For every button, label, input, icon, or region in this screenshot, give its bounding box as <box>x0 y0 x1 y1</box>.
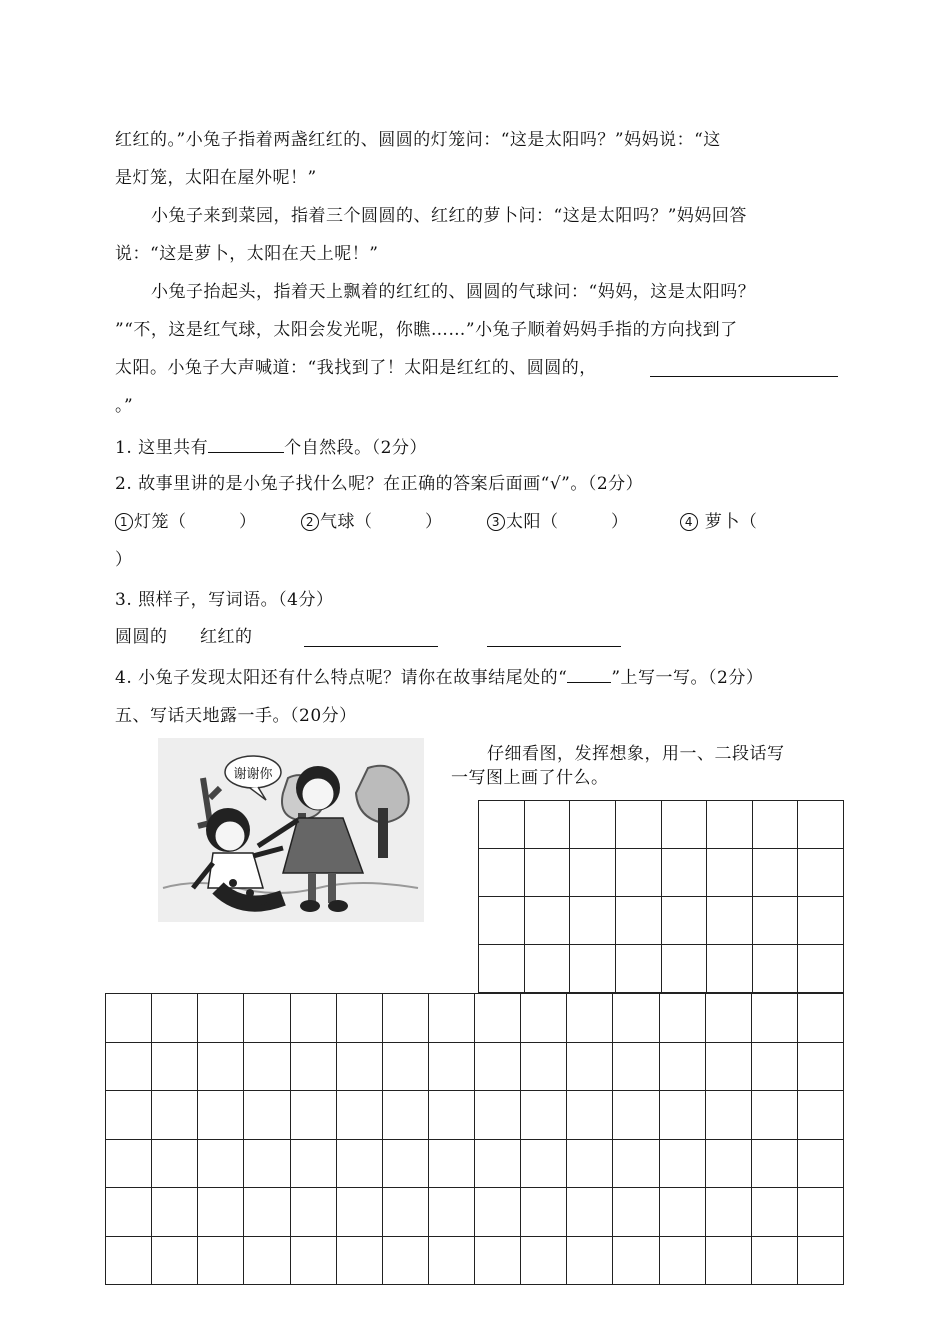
passage-line-7-text: 太阳。小兔子大声喊道：“我找到了！太阳是红红的、圆圆的， <box>115 358 597 378</box>
writing-grid-upper[interactable] <box>478 800 844 993</box>
q3-example-2: 红红的 <box>200 627 253 647</box>
writing-instruction-line-2: 一写图上画了什么。 <box>451 768 609 788</box>
grid-cell[interactable] <box>798 849 844 897</box>
grid-cell[interactable] <box>613 1091 659 1140</box>
grid-cell[interactable] <box>475 1042 521 1091</box>
option-1[interactable] <box>115 510 257 534</box>
grid-cell[interactable] <box>705 1188 751 1237</box>
grid-cell[interactable] <box>524 897 570 945</box>
grid-cell[interactable] <box>659 1236 705 1285</box>
grid-cell[interactable] <box>615 897 661 945</box>
grid-cell[interactable] <box>524 801 570 849</box>
grid-cell[interactable] <box>615 801 661 849</box>
grid-cell[interactable] <box>705 1139 751 1188</box>
grid-cell[interactable] <box>798 801 844 849</box>
grid-cell[interactable] <box>428 994 474 1043</box>
grid-cell[interactable] <box>661 849 707 897</box>
q3-example-1: 圆圆的 <box>115 627 168 647</box>
option-2-label: 气球（ ） <box>320 512 443 532</box>
grid-cell[interactable] <box>479 849 525 897</box>
grid-cell[interactable] <box>615 945 661 993</box>
grid-cell[interactable] <box>290 1188 336 1237</box>
question-4-text: 4. 小兔子发现太阳还有什么特点呢？请你在故事结尾处的“ <box>115 668 568 688</box>
grid-cell[interactable] <box>198 994 244 1043</box>
grid-row <box>106 1188 844 1237</box>
grid-cell[interactable] <box>798 945 844 993</box>
grid-cell[interactable] <box>613 1139 659 1188</box>
option-1-label: 灯笼（ ） <box>134 512 257 532</box>
illustration-drawing <box>158 738 424 922</box>
grid-cell[interactable] <box>382 1236 428 1285</box>
grid-cell[interactable] <box>336 1188 382 1237</box>
grid-cell[interactable] <box>613 1042 659 1091</box>
grid-cell[interactable] <box>705 1042 751 1091</box>
grid-cell[interactable] <box>707 945 753 993</box>
grid-cell[interactable] <box>570 801 616 849</box>
section-5-title: 五、写话天地露一手。（20分） <box>115 706 357 726</box>
writing-grid-lower[interactable] <box>105 993 844 1285</box>
grid-cell[interactable] <box>797 1236 843 1285</box>
grid-cell[interactable] <box>524 945 570 993</box>
grid-cell[interactable] <box>198 1139 244 1188</box>
grid-cell[interactable] <box>290 1139 336 1188</box>
grid-cell[interactable] <box>382 1091 428 1140</box>
grid-cell[interactable] <box>198 1091 244 1140</box>
grid-cell[interactable] <box>797 1091 843 1140</box>
option-4-label: 萝卜（ <box>704 512 758 532</box>
grid-row <box>106 1042 844 1091</box>
option-3-number: 3 <box>487 513 505 531</box>
two-girls-illustration <box>158 738 424 922</box>
speech-bubble-text: 谢谢你 <box>233 767 273 782</box>
grid-cell[interactable] <box>567 1139 613 1188</box>
grid-cell[interactable] <box>336 1042 382 1091</box>
grid-cell[interactable] <box>336 994 382 1043</box>
grid-cell[interactable] <box>198 1236 244 1285</box>
grid-cell[interactable] <box>475 1139 521 1188</box>
question-1-suffix: 个自然段。（2分） <box>284 438 427 458</box>
grid-cell[interactable] <box>290 1091 336 1140</box>
grid-cell[interactable] <box>428 1188 474 1237</box>
grid-cell[interactable] <box>661 897 707 945</box>
grid-cell[interactable] <box>428 1042 474 1091</box>
option-4-wrap: ） <box>115 550 133 570</box>
grid-cell[interactable] <box>244 994 290 1043</box>
grid-cell[interactable] <box>752 801 798 849</box>
option-4-number: 4 <box>680 513 698 531</box>
q3-answer-blank-1[interactable] <box>304 628 438 647</box>
question-1-text: 1. 这里共有 <box>115 438 209 458</box>
passage-line-6: ”“不，这是红气球，太阳会发光呢，你瞧……”小兔子顺着妈妈手指的方向找到了 <box>115 320 738 340</box>
grid-cell[interactable] <box>521 1042 567 1091</box>
grid-row <box>106 1139 844 1188</box>
grid-cell[interactable] <box>244 1091 290 1140</box>
passage-line-4: 说：“这是萝卜，太阳在天上呢！” <box>115 244 379 264</box>
grid-cell[interactable] <box>797 994 843 1043</box>
grid-cell[interactable] <box>707 801 753 849</box>
grid-cell[interactable] <box>567 1188 613 1237</box>
grid-cell[interactable] <box>428 1236 474 1285</box>
grid-cell[interactable] <box>613 994 659 1043</box>
grid-cell[interactable] <box>382 1042 428 1091</box>
grid-row <box>106 1091 844 1140</box>
grid-row <box>106 1236 844 1285</box>
grid-row <box>106 994 844 1043</box>
grid-cell[interactable] <box>751 1042 797 1091</box>
grid-cell[interactable] <box>428 1139 474 1188</box>
grid-cell[interactable] <box>244 1042 290 1091</box>
grid-cell[interactable] <box>106 1236 152 1285</box>
grid-cell[interactable] <box>198 1188 244 1237</box>
grid-cell[interactable] <box>659 1139 705 1188</box>
grid-cell[interactable] <box>106 1091 152 1140</box>
grid-cell[interactable] <box>290 1236 336 1285</box>
grid-cell[interactable] <box>659 1042 705 1091</box>
grid-cell[interactable] <box>705 994 751 1043</box>
grid-cell[interactable] <box>336 1236 382 1285</box>
grid-cell[interactable] <box>152 1091 198 1140</box>
option-3-label: 太阳（ ） <box>506 512 629 532</box>
grid-cell[interactable] <box>570 945 616 993</box>
passage-line-1: 红红的。”小兔子指着两盏红红的、圆圆的灯笼问：“这是太阳吗？”妈妈说：“这 <box>115 130 721 150</box>
grid-cell[interactable] <box>382 1139 428 1188</box>
grid-cell[interactable] <box>106 1139 152 1188</box>
grid-cell[interactable] <box>797 1188 843 1237</box>
grid-row <box>479 849 844 897</box>
grid-cell[interactable] <box>570 897 616 945</box>
grid-cell[interactable] <box>752 897 798 945</box>
grid-cell[interactable] <box>524 849 570 897</box>
grid-cell[interactable] <box>751 1236 797 1285</box>
grid-cell[interactable] <box>797 1042 843 1091</box>
grid-cell[interactable] <box>244 1139 290 1188</box>
grid-cell[interactable] <box>705 1091 751 1140</box>
passage-line-2: 是灯笼，太阳在屋外呢！” <box>115 168 317 188</box>
grid-cell[interactable] <box>198 1042 244 1091</box>
grid-cell[interactable] <box>705 1236 751 1285</box>
grid-cell[interactable] <box>798 897 844 945</box>
grid-cell[interactable] <box>106 1042 152 1091</box>
passage-line-3: 小兔子来到菜园，指着三个圆圆的、红红的萝卜问：“这是太阳吗？”妈妈回答 <box>151 206 747 226</box>
grid-cell[interactable] <box>521 1139 567 1188</box>
grid-cell[interactable] <box>479 945 525 993</box>
grid-cell[interactable] <box>521 994 567 1043</box>
question-4 <box>115 664 763 690</box>
grid-cell[interactable] <box>615 849 661 897</box>
grid-cell[interactable] <box>152 994 198 1043</box>
grid-cell[interactable] <box>570 849 616 897</box>
option-2-number: 2 <box>301 513 319 531</box>
grid-cell[interactable] <box>659 1091 705 1140</box>
grid-cell[interactable] <box>475 1236 521 1285</box>
passage-line-8: 。” <box>115 396 134 416</box>
writing-instruction-line-1: 仔细看图，发挥想象，用一、二段话写 <box>487 744 785 764</box>
passage-line-5: 小兔子抬起头，指着天上飘着的红红的、圆圆的气球问：“妈妈，这是太阳吗？ <box>151 282 756 302</box>
grid-row <box>479 801 844 849</box>
passage-line-7 <box>115 356 597 380</box>
grid-cell[interactable] <box>106 994 152 1043</box>
grid-cell[interactable] <box>336 1139 382 1188</box>
option-2[interactable] <box>301 510 443 534</box>
grid-cell[interactable] <box>521 1236 567 1285</box>
ending-answer-blank[interactable] <box>650 358 838 377</box>
grid-cell[interactable] <box>751 1188 797 1237</box>
paragraph-count-blank[interactable] <box>208 434 284 453</box>
question-2: 2. 故事里讲的是小兔子找什么呢？在正确的答案后面画“√”。（2分） <box>115 474 644 494</box>
option-3[interactable] <box>487 510 629 534</box>
grid-cell[interactable] <box>382 1188 428 1237</box>
q4-quote-blank <box>567 664 611 683</box>
grid-cell[interactable] <box>751 994 797 1043</box>
grid-cell[interactable] <box>613 1236 659 1285</box>
grid-cell[interactable] <box>521 1188 567 1237</box>
grid-cell[interactable] <box>659 1188 705 1237</box>
option-1-number: 1 <box>115 513 133 531</box>
grid-cell[interactable] <box>479 897 525 945</box>
grid-cell[interactable] <box>244 1188 290 1237</box>
grid-cell[interactable] <box>659 994 705 1043</box>
grid-cell[interactable] <box>751 1139 797 1188</box>
grid-cell[interactable] <box>707 849 753 897</box>
grid-cell[interactable] <box>382 994 428 1043</box>
grid-cell[interactable] <box>567 1236 613 1285</box>
grid-cell[interactable] <box>152 1139 198 1188</box>
grid-cell[interactable] <box>567 1042 613 1091</box>
grid-cell[interactable] <box>613 1188 659 1237</box>
grid-cell[interactable] <box>479 801 525 849</box>
grid-cell[interactable] <box>475 994 521 1043</box>
grid-cell[interactable] <box>475 1091 521 1140</box>
question-3: 3. 照样子，写词语。（4分） <box>115 590 334 610</box>
grid-cell[interactable] <box>290 994 336 1043</box>
grid-cell[interactable] <box>707 897 753 945</box>
grid-cell[interactable] <box>661 945 707 993</box>
grid-cell[interactable] <box>567 994 613 1043</box>
grid-cell[interactable] <box>152 1042 198 1091</box>
question-4-suffix: ”上写一写。（2分） <box>611 668 764 688</box>
grid-cell[interactable] <box>336 1091 382 1140</box>
grid-cell[interactable] <box>244 1236 290 1285</box>
grid-cell[interactable] <box>567 1091 613 1140</box>
grid-cell[interactable] <box>661 801 707 849</box>
grid-cell[interactable] <box>797 1139 843 1188</box>
grid-cell[interactable] <box>290 1042 336 1091</box>
grid-cell[interactable] <box>752 849 798 897</box>
question-1 <box>115 434 427 460</box>
grid-row <box>479 897 844 945</box>
grid-cell[interactable] <box>521 1091 567 1140</box>
grid-cell[interactable] <box>152 1236 198 1285</box>
grid-row <box>479 945 844 993</box>
q3-answer-blank-2[interactable] <box>487 628 621 647</box>
grid-cell[interactable] <box>106 1188 152 1237</box>
option-4[interactable] <box>680 510 757 534</box>
grid-cell[interactable] <box>752 945 798 993</box>
grid-cell[interactable] <box>475 1188 521 1237</box>
grid-cell[interactable] <box>428 1091 474 1140</box>
grid-cell[interactable] <box>152 1188 198 1237</box>
grid-cell[interactable] <box>751 1091 797 1140</box>
